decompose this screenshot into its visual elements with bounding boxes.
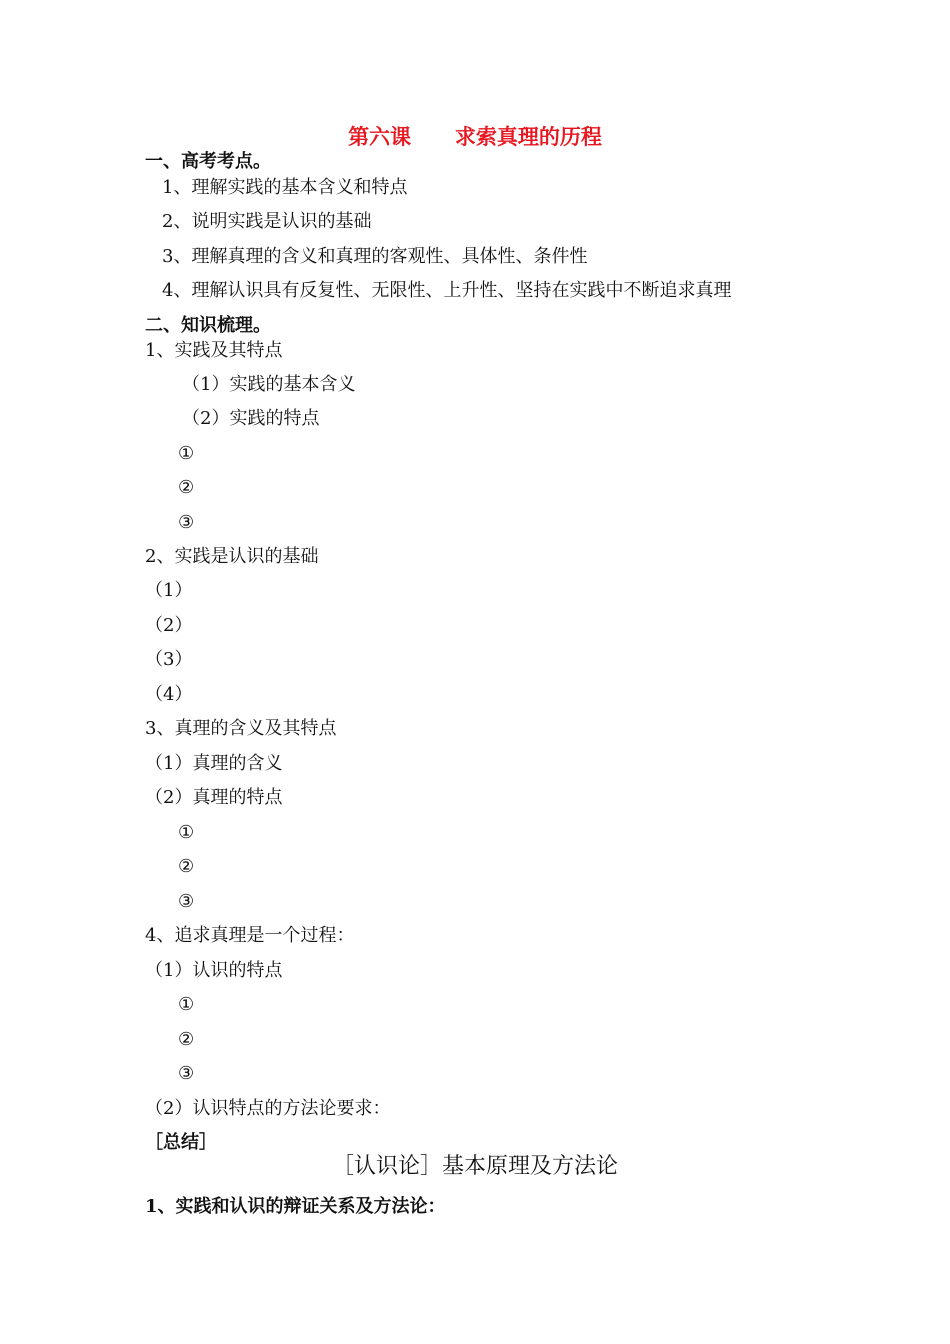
part-heading: 2、实践是认识的基础 — [145, 546, 319, 567]
sub-item: （2）实践的特点 — [182, 408, 320, 429]
exam-point-item: 4、理解认识具有反复性、无限性、上升性、坚持在实践中不断追求真理 — [162, 280, 732, 301]
section-heading-knowledge: 二、知识梳理。 — [145, 315, 271, 336]
part-heading: 3、真理的含义及其特点 — [145, 718, 337, 739]
summary-point-heading: 1、实践和认识的辩证关系及方法论： — [145, 1196, 446, 1217]
part-heading: 1、实践及其特点 — [145, 340, 283, 361]
circled-marker: ① — [178, 822, 195, 843]
part-heading: 4、追求真理是一个过程： — [145, 925, 355, 946]
sub-item: （1）认识的特点 — [145, 960, 283, 981]
circled-marker: ① — [178, 443, 195, 464]
sub-item: （1）真理的含义 — [145, 753, 283, 774]
circled-marker: ① — [178, 994, 195, 1015]
circled-marker: ② — [178, 856, 195, 877]
numbered-blank: （1） — [145, 580, 193, 601]
summary-subtitle: ［认识论］基本原理及方法论 — [331, 1154, 618, 1179]
sub-item: （2）真理的特点 — [145, 787, 283, 808]
circled-marker: ② — [178, 477, 195, 498]
numbered-blank: （3） — [145, 649, 193, 670]
section-heading-exam-points: 一、高考考点。 — [145, 151, 271, 172]
page-title: 第六课 求索真理的历程 — [348, 124, 602, 149]
numbered-blank: （2） — [145, 615, 193, 636]
circled-marker: ③ — [178, 1063, 195, 1084]
exam-point-item: 3、理解真理的含义和真理的客观性、具体性、条件性 — [162, 246, 588, 267]
exam-point-item: 2、说明实践是认识的基础 — [162, 211, 372, 232]
circled-marker: ③ — [178, 512, 195, 533]
exam-point-item: 1、理解实践的基本含义和特点 — [162, 177, 408, 198]
sub-item: （2）认识特点的方法论要求： — [145, 1098, 391, 1119]
summary-label: ［总结］ — [145, 1132, 217, 1153]
circled-marker: ② — [178, 1029, 195, 1050]
sub-item: （1）实践的基本含义 — [182, 374, 356, 395]
circled-marker: ③ — [178, 891, 195, 912]
numbered-blank: （4） — [145, 684, 193, 705]
